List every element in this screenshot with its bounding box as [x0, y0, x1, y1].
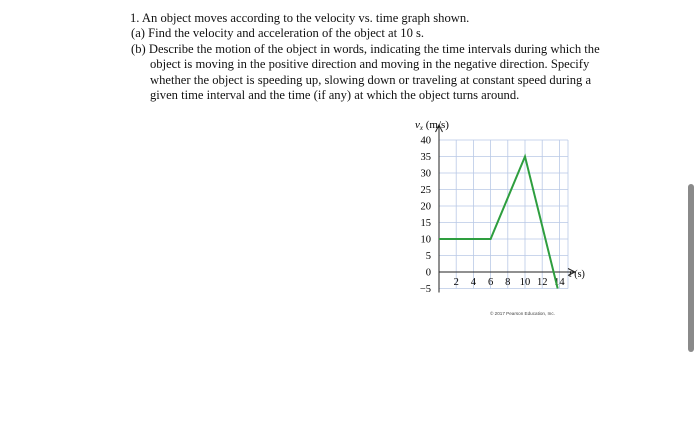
problem-stem [130, 11, 600, 26]
velocity-time-graph [395, 112, 625, 322]
y-axis-label: vx (m/s) [415, 119, 449, 132]
y-tick-label: 0 [425, 267, 431, 279]
part-b-text: Describe the motion of the object in words, indicating the time intervals during which the object is moving in the positive direction and moving in the negative direction. Specify whether the object is speeding up, slowing down or traveling at constant speed during a given time interval and the time (if any) at which the object turns around. [148, 41, 600, 103]
x-tick-label: 10 [519, 277, 531, 288]
part-b [130, 42, 600, 104]
x-tick-label: 14 [554, 277, 565, 288]
part-a-text: Find the velocity and acceleration of the object at 10 s. [148, 26, 425, 41]
y-tick-label: 10 [420, 234, 431, 246]
x-tick-label: 12 [536, 277, 548, 288]
problem-number: 1. [130, 11, 140, 25]
grid [439, 140, 568, 289]
x-tick-label: 8 [505, 277, 511, 288]
y-tick-label: 40 [420, 135, 431, 147]
y-tick-label: 30 [420, 168, 431, 180]
part-b-tag: (b) [131, 41, 146, 56]
x-tick-label: 6 [487, 277, 494, 288]
part-a-tag: (a) [131, 26, 145, 41]
x-tick-label: 2 [453, 277, 459, 288]
problem-stem-text: An object moves according to the velocity vs. time graph shown. [141, 11, 470, 25]
x-axis-label: t (s) [569, 269, 585, 280]
copyright-credit: © 2017 Pearson Education, Inc. [490, 311, 555, 316]
vertical-scrollbar[interactable] [688, 184, 694, 352]
x-tick-label: 4 [470, 277, 477, 288]
y-tick-label: 35 [420, 152, 431, 163]
y-tick-label: 15 [420, 218, 431, 229]
y-tick-label: 5 [425, 251, 431, 262]
part-a [130, 26, 600, 41]
y-tick-label: 25 [420, 185, 431, 196]
tick-labels [420, 136, 566, 296]
problem-text [130, 11, 600, 103]
y-tick-label: −5 [419, 284, 431, 295]
y-tick-label: 20 [420, 201, 431, 213]
